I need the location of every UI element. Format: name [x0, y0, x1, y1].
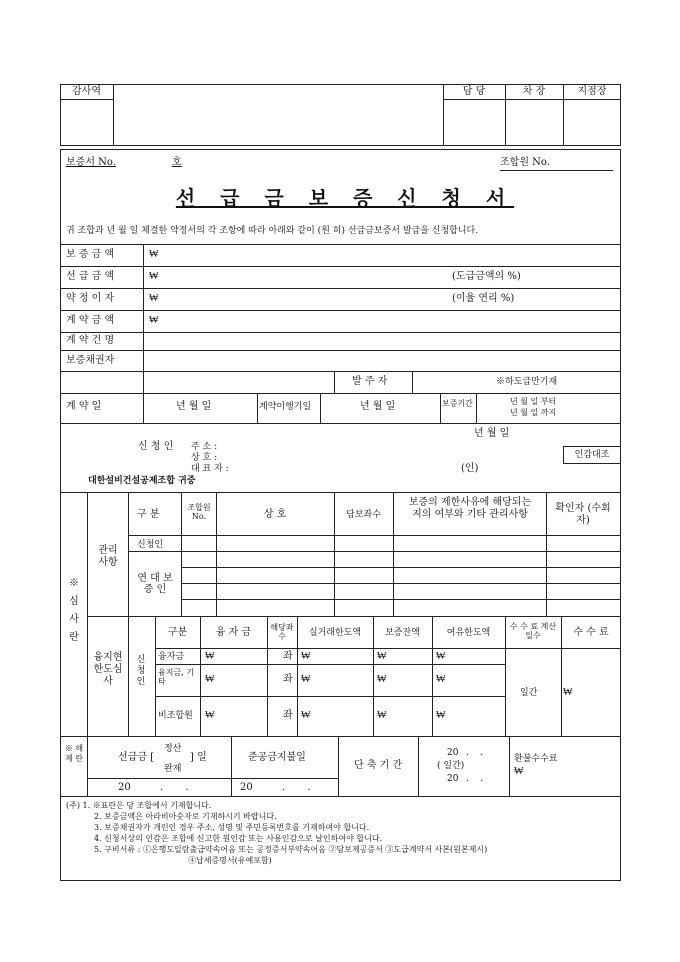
mgmt-divider: [128, 492, 129, 616]
agreed-interest-label: 약 정 이 자: [66, 293, 115, 304]
jwa-label: 좌: [283, 710, 293, 721]
note-2: 2. 보증금액은 아라비아숫자로 기재하시기 바랍니다.: [94, 812, 277, 821]
performance-date-ymd: 년 월 일: [360, 401, 396, 412]
seal-check-label: 인감대조: [574, 450, 610, 460]
year-prefix: 20: [118, 782, 131, 793]
row-line: [60, 244, 621, 245]
guarantee-period-label: 보증기간: [442, 399, 473, 408]
limit-label: 융지현 한도심사: [93, 652, 123, 687]
address-label: 주 소 :: [191, 442, 218, 452]
cancel-divider: [418, 736, 419, 796]
won-sign: ₩: [149, 293, 159, 304]
col-confirm: 확인자 (수회자): [555, 503, 611, 526]
won-sign: ₩: [563, 687, 573, 698]
page-title: 선 급 금 보 증 신 청 서: [175, 186, 515, 210]
row-line: [60, 266, 621, 267]
joint-guarantor-label: 연 대 보 증 인: [137, 573, 173, 595]
cancel-side-divider: [87, 736, 88, 796]
top-divider: [113, 84, 114, 146]
note-6: ④납세증명서(유예포함): [188, 856, 272, 865]
sub-applicant-label: 신 청 인: [136, 655, 146, 687]
orderer-label: 발 주 자: [352, 376, 388, 387]
seal-mark: (인): [461, 463, 479, 474]
row-line: [60, 332, 621, 333]
note-5: 5. 구비서류 : ①은행도일람출급약속어음 또는 공정증서부약속어음 ②담보제공증서 ③도급계약서 사본(원본제시): [94, 845, 488, 854]
review-top-line: [60, 492, 621, 493]
contract-amount-label: 계 약 금 액: [66, 315, 115, 326]
settle-option: 정산: [164, 744, 182, 754]
mgmt-line: [87, 616, 621, 617]
advance-bracket: 선급금 [: [118, 752, 155, 763]
inspector-label: 감사역: [72, 86, 101, 97]
won-sign: ₩: [205, 674, 215, 685]
cancel-mid-line: [87, 778, 338, 779]
approval-divider: [443, 99, 621, 100]
row-line: [60, 310, 621, 311]
recipient-label: 대한설비건설공제조합 귀중: [88, 476, 196, 486]
jwa-label: 좌: [283, 674, 293, 685]
contract-name-label: 계 약 건 명: [66, 335, 115, 346]
cancel-side-label: ※ 해 제 란: [64, 744, 84, 763]
review-side-divider: [87, 492, 88, 736]
completion-label: 준공금지불일: [248, 752, 306, 763]
row-line: [60, 423, 621, 424]
cancel-divider: [338, 736, 339, 796]
mgmt-line: [128, 535, 621, 536]
h-gubun: 구분: [167, 627, 188, 638]
contract-date-label: 계 약 일: [66, 401, 102, 412]
row-nonmember: 비조합원: [158, 711, 193, 721]
shorten-label: 단 축 기 간: [354, 760, 403, 771]
mgmt-col: [181, 492, 182, 616]
h-fee: 수 수 료: [573, 627, 609, 638]
row-divider: [440, 393, 441, 423]
label-column-divider: [143, 244, 144, 423]
row-loan-etc: 융지금, 기타: [158, 668, 194, 686]
bracket-day: ] 일: [190, 752, 207, 763]
won-sign: ₩: [301, 674, 311, 685]
advance-ratio-field: (도급금액의 %): [452, 271, 521, 282]
won-sign: ₩: [377, 710, 387, 721]
member-no-label: 조합원 No.: [500, 157, 550, 168]
year-prefix: 20: [447, 774, 459, 784]
guarantee-amount-label: 보 증 금 액: [66, 249, 115, 260]
limit-line: [155, 696, 505, 697]
jwa-label: 좌: [283, 651, 293, 662]
date-dots: . .: [466, 748, 484, 758]
row-divider: [320, 393, 321, 423]
won-sign: ₩: [301, 710, 311, 721]
advance-amount-label: 선 급 금 액: [66, 271, 115, 282]
won-sign: ₩: [205, 710, 215, 721]
representative-label: 대 표 자 :: [191, 464, 229, 474]
applicant-label: 신 청 인: [138, 441, 174, 452]
bond-no-label: 보증서 No.: [66, 157, 116, 168]
repay-option: 완제: [164, 764, 182, 774]
cancel-divider: [231, 736, 232, 796]
row-line: [60, 371, 621, 372]
won-sign: ₩: [149, 271, 159, 282]
h-spare-limit: 여유한도액: [446, 628, 491, 638]
mgmt-line: [181, 567, 621, 568]
approval-staff: 담 당: [462, 86, 486, 97]
won-sign: ₩: [436, 710, 446, 721]
period-to: 년 월 일 까지: [510, 408, 557, 417]
mgmt-label: 관리 사항: [98, 545, 118, 568]
company-label: 상 호 :: [191, 453, 218, 463]
ho-label: 호: [172, 157, 182, 168]
member-no-underline: [500, 170, 613, 171]
creditor-label: 보증채권자: [66, 355, 115, 366]
won-sign: ₩: [514, 766, 524, 777]
period-from: 년 월 일 부터: [510, 397, 557, 406]
note-3: 3. 보증채권자가 개인인 경우 주소, 성명 및 주민등록번호를 기재하여야 합니다.: [94, 823, 370, 832]
row-divider: [334, 371, 335, 393]
days-label: 일간: [520, 688, 538, 698]
cancel-top-line: [60, 736, 621, 737]
won-sign: ₩: [436, 674, 446, 685]
limit-divider: [128, 616, 129, 736]
row-divider: [476, 393, 477, 423]
won-sign: ₩: [205, 651, 215, 662]
mgmt-line: [181, 583, 621, 584]
top-divider: [60, 99, 113, 100]
shorten-days: ( 일간): [437, 761, 465, 771]
note-4: 4. 신청서상의 인감은 조합에 신고한 원인감 또는 사용인감으로 날인하여야 합니다.: [94, 834, 383, 843]
performance-date-label: 계약이행기일: [259, 402, 312, 412]
note-1: (주) 1. ※표란은 당 조합에서 기재합니다.: [66, 801, 212, 810]
won-sign: ₩: [149, 249, 159, 260]
cancel-divider: [509, 736, 510, 796]
limit-line: [155, 664, 505, 665]
h-loan: 융 자 금: [215, 627, 252, 638]
date-dots: . .: [160, 782, 189, 793]
subcontract-note: ※하도급만기재: [496, 377, 558, 387]
year-prefix: 20: [447, 748, 459, 758]
refund-fee-label: 환불수수료: [514, 754, 558, 764]
intro-text: 귀 조합과 년 월 일 체결한 약정서의 각 조항에 따라 아래와 같이 (원 히) 선급금보증서 발급을 신청합니다.: [66, 226, 479, 236]
approval-branch-head: 지점장: [577, 86, 607, 97]
mgmt-line: [181, 599, 621, 600]
row-loan: 융자금: [158, 652, 185, 662]
col-collateral: 담보좌수: [346, 510, 381, 520]
won-sign: ₩: [301, 651, 311, 662]
date-dots: . .: [466, 774, 484, 784]
limit-line: [155, 648, 621, 649]
cancel-bottom-line: [60, 796, 621, 797]
row-line: [60, 393, 621, 394]
row-line: [60, 350, 621, 351]
review-side-label: ※ 심 사 란: [69, 578, 79, 643]
won-sign: ₩: [149, 315, 159, 326]
year-prefix: 20: [240, 782, 253, 793]
h-shares: 해당좌수: [270, 623, 294, 641]
won-sign: ₩: [377, 674, 387, 685]
date-dots: . .: [282, 782, 311, 793]
col-company: 상 호: [263, 509, 287, 520]
application-date: 년 월 일: [474, 428, 510, 439]
col-gubun: 구 분: [137, 509, 160, 520]
col-member-no: 조합원 No.: [187, 503, 211, 521]
h-actual-limit: 실거래한도액: [308, 628, 362, 638]
interest-rate-field: (이율 연리 %): [452, 293, 515, 304]
row-line: [60, 288, 621, 289]
contract-date-ymd: 년 월 일: [176, 401, 212, 412]
limit-col: [267, 616, 268, 736]
won-sign: ₩: [377, 651, 387, 662]
mgmt-col: [546, 492, 547, 616]
h-fee-days: 수 수 료 계산일수: [509, 622, 557, 640]
mgmt-line: [128, 551, 621, 552]
row-divider: [412, 371, 413, 393]
approval-manager: 차 장: [522, 86, 546, 97]
col-restriction: 보증의 제한사유에 해당되는지의 여부와 기타 관리사항: [408, 497, 532, 520]
mgmt-col: [393, 492, 394, 616]
limit-col: [505, 616, 506, 736]
h-balance: 보증잔액: [385, 628, 420, 638]
applicant-row-label: 신청인: [137, 540, 164, 550]
won-sign: ₩: [436, 651, 446, 662]
row-divider: [257, 393, 258, 423]
